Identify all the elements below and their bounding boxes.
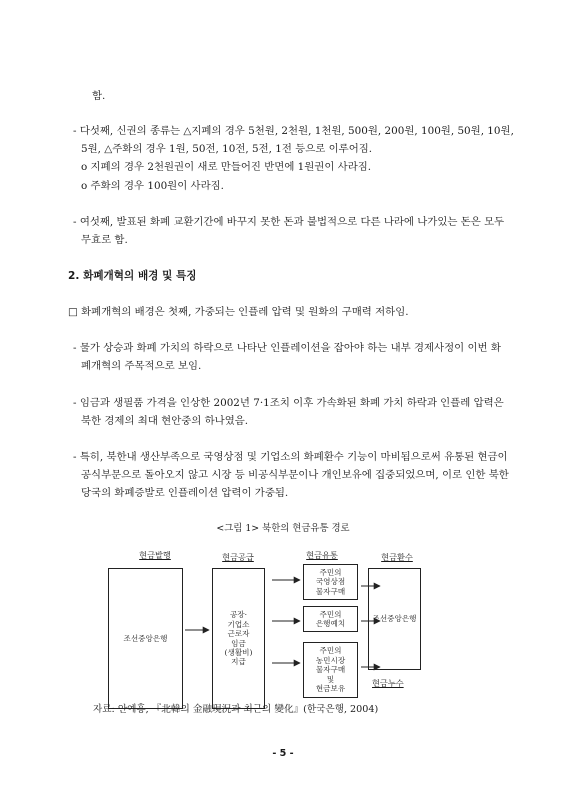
column-label-issue: 현금발행 xyxy=(139,550,171,560)
wage-supply-box: 공장· 기업소 근로자 임금 (생활비) 지급 xyxy=(212,568,265,709)
text-line: - 여섯째, 발표된 화폐 교환기간에 바꾸지 못한 돈과 불법적으로 다른 나라에 나가있는 돈은 모두 xyxy=(73,216,505,228)
text-line: 북한 경제의 최대 현안중의 하나였음. xyxy=(81,415,249,427)
figure-caption: <그림 1> 북한의 현금유통 경로 xyxy=(216,523,350,534)
section-heading: 2. 화폐개혁의 배경 및 특징 xyxy=(68,270,197,282)
text-line: 5원, △주화의 경우 1원, 50전, 10전, 5전, 1전 등으로 이루어짐. xyxy=(81,143,373,155)
leakage-label: 현금누수 xyxy=(372,678,404,688)
figure-source: 자료: 안예홍, 『北韓의 金融現況과 최근의 變化』(한국은행, 2004) xyxy=(93,704,379,715)
bank-deposit-box: 주민의 은행예치 xyxy=(303,606,358,632)
central-bank-issue-box: 조선중앙은행 xyxy=(108,568,183,709)
text-line: 무효로 함. xyxy=(81,234,128,246)
text-line: 당국의 화폐증발로 인플레이션 압력이 가중됨. xyxy=(81,487,289,499)
text-line: 함. xyxy=(92,90,106,102)
text-line: - 물가 상승과 화폐 가치의 하락으로 나타난 인플레이션을 잡아야 하는 내부 경제사정이 이번 화 xyxy=(73,342,501,354)
text-line: o 주화의 경우 100원이 사라짐. xyxy=(81,180,224,192)
text-line: o 지폐의 경우 2천원권이 새로 만들어진 반면에 1원권이 사라짐. xyxy=(81,161,372,173)
farmer-market-box: 주민의 농민시장 물자구매 및 현금보유 xyxy=(303,642,358,698)
text-line: - 다섯째, 신권의 종류는 △지폐의 경우 5천원, 2천원, 1천원, 500원, 200원, 100원, 50원, 10원, xyxy=(73,125,514,137)
text-line: - 임금과 생필품 가격을 인상한 2002년 7·1조치 이후 가속화된 화폐 가치 하락과 인플레 압력은 xyxy=(73,397,504,409)
text-line: 공식부문으로 돌아오지 않고 시장 등 비공식부문이나 개인보유에 집중되었으며, 이로 인한 북한 xyxy=(81,469,509,481)
state-store-purchase-box: 주민의 국영상점 물자구매 xyxy=(303,564,358,600)
text-line: □ 화폐개혁의 배경은 첫째, 가중되는 인플레 압력 및 원화의 구매력 저하임. xyxy=(68,306,409,318)
column-label-supply: 현금공급 xyxy=(222,552,254,562)
text-line: - 특히, 북한내 생산부족으로 국영상점 및 기업소의 화폐환수 기능이 마비됨으로써 유통된 현금이 xyxy=(73,451,508,463)
column-label-recovery: 현금환수 xyxy=(381,552,413,562)
column-label-circulation: 현금유통 xyxy=(306,550,338,560)
page-number: - 5 - xyxy=(272,748,294,759)
central-bank-recovery-box: 조선중앙은행 xyxy=(368,568,421,670)
text-line: 폐개혁의 주목적으로 보임. xyxy=(81,360,202,372)
